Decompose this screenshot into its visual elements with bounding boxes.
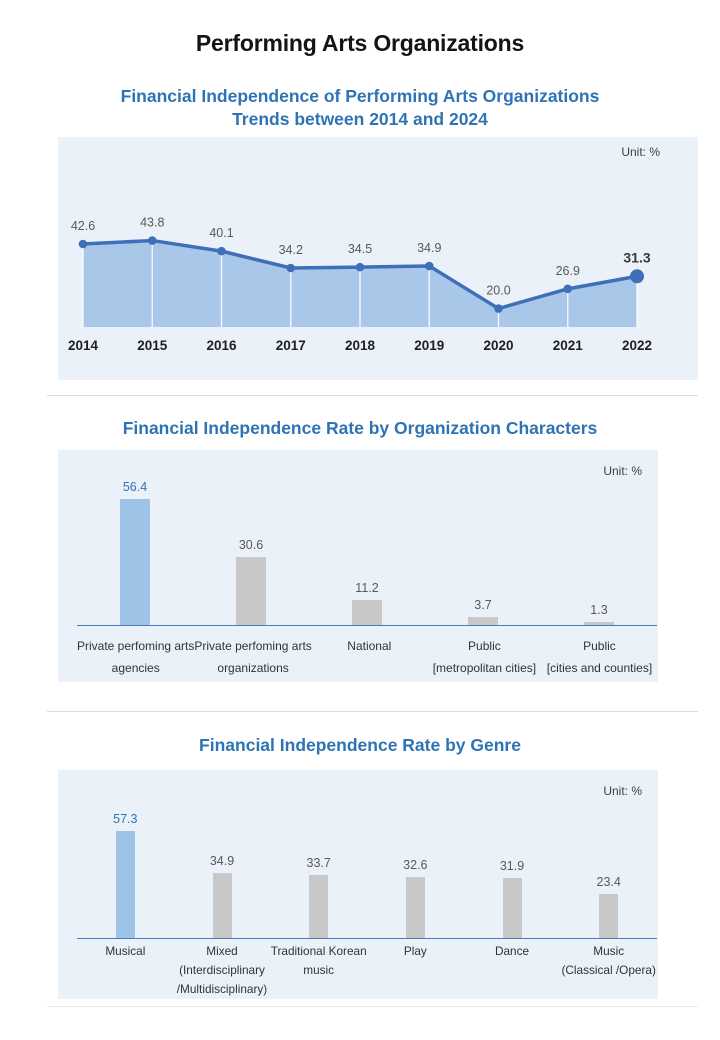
x-axis-label: 2016 (206, 338, 237, 353)
category-label-row (77, 635, 657, 679)
category-label-row (77, 942, 657, 999)
bar-value-label: 3.7 (474, 598, 492, 612)
bar-value-label: 33.7 (306, 856, 331, 870)
point-value-label: 43.8 (140, 215, 165, 230)
bar-category-label: Musical (105, 944, 146, 958)
section-divider (47, 711, 698, 712)
bar-slot (367, 770, 464, 938)
bar-value-label: 31.9 (499, 859, 525, 873)
bar-category-label: Play (403, 944, 427, 958)
bar-category-label: National (347, 639, 392, 653)
bar-category-label: Mixed (Interdisciplinary /Multidisciplinary) (176, 944, 268, 996)
org-chart-panel (58, 450, 658, 682)
x-axis-label: 2022 (621, 338, 653, 353)
bar (599, 894, 618, 938)
point-value-label: 20.0 (486, 283, 511, 298)
data-point (79, 240, 88, 249)
point-value-label: 34.5 (347, 242, 373, 257)
bar-slot (425, 450, 541, 625)
org-chart-title: Financial Independence Rate by Organization Characters (122, 418, 598, 438)
bar-value-label: 11.2 (355, 581, 379, 595)
bar (120, 499, 150, 625)
data-point (286, 264, 295, 273)
bar-value-label: 34.9 (209, 854, 235, 868)
trend-chart-title (0, 85, 720, 131)
data-point (217, 247, 226, 256)
bar-value-label: 1.3 (590, 603, 608, 617)
bar-category-label: Music (Classical /Opera) (561, 944, 656, 977)
bar-slot (270, 770, 367, 938)
bar (236, 557, 266, 625)
bar-slot (193, 450, 309, 625)
bar-category-label: Traditional Korean music (270, 944, 367, 977)
bar-slot (77, 450, 193, 625)
bar (116, 831, 135, 938)
point-value-label: 34.2 (278, 242, 303, 257)
bar-category-label: Private perfoming arts organizations (194, 639, 312, 675)
trend-title-line1: Financial Independence of Performing Arts Organizations (120, 86, 600, 106)
bar (213, 873, 232, 938)
x-axis (77, 625, 657, 626)
bar (503, 878, 522, 938)
bar-value-label: 56.4 (122, 480, 148, 494)
data-point (356, 263, 365, 272)
bar-value-label: 23.4 (596, 875, 621, 889)
bar (406, 877, 425, 938)
data-point (494, 304, 503, 313)
section-divider (47, 395, 698, 396)
bar-slot (77, 770, 174, 938)
bar-plot-area (77, 770, 657, 938)
data-point (563, 285, 572, 294)
point-value-label: 40.1 (209, 226, 234, 241)
point-value-label: 26.9 (555, 263, 580, 278)
x-axis-label: 2019 (414, 338, 445, 353)
bar (309, 875, 328, 938)
unit-label: Unit: % (603, 784, 642, 798)
x-axis (77, 938, 657, 939)
x-axis-label: 2017 (275, 338, 306, 353)
genre-chart-title: Financial Independence Rate by Genre (199, 735, 521, 755)
bar-slot (464, 770, 561, 938)
x-axis-label: 2014 (67, 338, 99, 353)
bar-category-label: Public [cities and counties] (546, 639, 653, 675)
bar-category-label: Dance (494, 944, 530, 958)
data-point (148, 236, 157, 245)
bar-slot (560, 770, 657, 938)
unit-label: Unit: % (621, 145, 660, 159)
bar-slot (309, 450, 425, 625)
bar (352, 600, 382, 625)
trend-chart-panel (58, 137, 698, 380)
bar-slot (174, 770, 271, 938)
bar-value-label: 30.6 (238, 538, 264, 552)
bar-slot (541, 450, 657, 625)
bar-category-label: Public [metropolitan cities] (432, 639, 537, 675)
trend-title-line2: Trends between 2014 and 2024 (232, 109, 488, 129)
bar-value-label: 57.3 (113, 812, 138, 826)
data-point (425, 262, 434, 271)
genre-chart-panel (58, 770, 658, 999)
x-axis-label: 2015 (137, 338, 168, 353)
point-value-label: 34.9 (417, 240, 442, 255)
bar-plot-area (77, 450, 657, 625)
trend-area-chart (58, 137, 698, 380)
page-title: Performing Arts Organizations (195, 30, 525, 56)
x-axis-label: 2020 (483, 338, 514, 353)
bar (468, 617, 498, 625)
data-point (630, 269, 644, 283)
bar-category-label: Private perfoming arts agencies (77, 639, 195, 675)
bar-value-label: 32.6 (403, 858, 428, 872)
x-axis-label: 2018 (344, 338, 376, 353)
section-divider (47, 1006, 698, 1007)
unit-label: Unit: % (603, 464, 642, 478)
x-axis-label: 2021 (552, 338, 583, 353)
point-value-label: 31.3 (623, 249, 651, 266)
point-value-label: 42.6 (70, 218, 96, 233)
